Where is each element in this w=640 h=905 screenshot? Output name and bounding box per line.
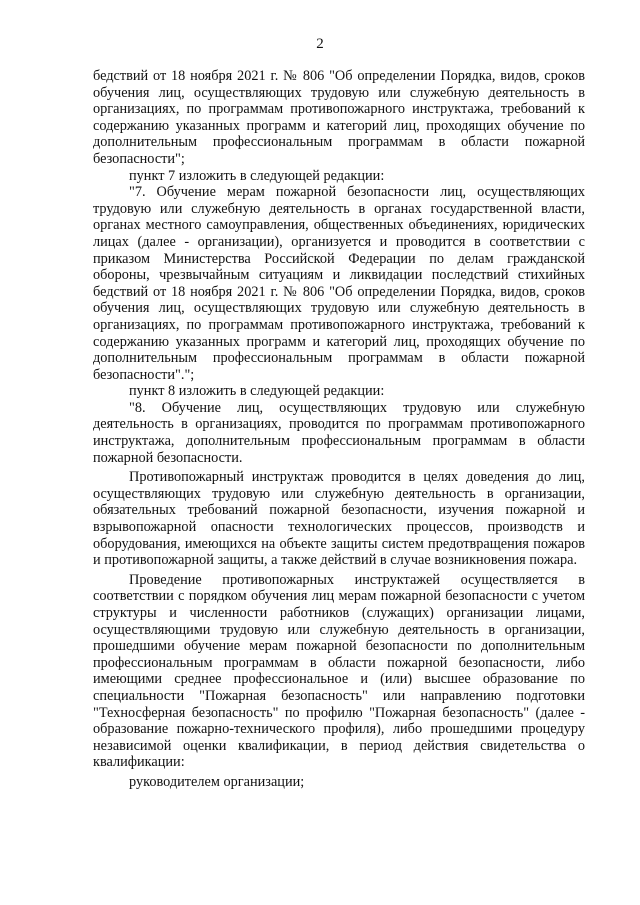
paragraph: бедствий от 18 ноября 2021 г. № 806 "Об определении Порядка, видов, сроков обучения лиц, осуществляющих трудовую или служебную деятельность в организациях, по программам противопожарного инструктажа, требований к содержанию указанных программ и категорий лиц, проходящих обучение по дополнительным профессиональным программам в области пожарной безопасности"; (93, 68, 585, 167)
document-body (93, 68, 585, 791)
page-number: 2 (316, 36, 324, 52)
paragraph: "8. Обучение лиц, осуществляющих трудовую или служебную деятельность в организациях, проводится по программам противопожарного инструктажа, дополнительным профессиональным программам в области пожарной безопасности. (93, 399, 585, 466)
paragraph: "7. Обучение мерам пожарной безопасности лиц, осуществляющих трудовую или служебную деятельность в органах государственной власти, органах местного самоуправления, общественных объединениях, юридических лицах (далее - организации), организуется и проводится в соответствии с приказом Министерства Российской Федерации по делам гражданской обороны, чрезвычайным ситуациям и ликвидации последствий стихийных бедствий от 18 ноября 2021 г. № 806 "Об определении Порядка, видов, сроков обучения лиц, осуществляющих трудовую или служебную деятельность в организациях, по программам противопожарного инструктажа, требований к содержанию указанных программ и категорий лиц, проходящих обучение по дополнительным профессиональным программам в области пожарной безопасности"."; (93, 184, 585, 383)
paragraph: Проведение противопожарных инструктажей осуществляется в соответствии с порядком обучения лиц мерам пожарной безопасности с учетом структуры и численности работников (служащих) организации лицами, осуществляющими трудовую или служебную деятельность в организации, прошедшими обучение мерам пожарной безопасности по дополнительным профессиональным программам в области пожарной безопасности, либо имеющими среднее профессиональное и (или) высшее образование по специальности "Пожарная безопасность" или направлению подготовки "Техносферная безопасность" по профилю "Пожарная безопасность" (далее - образование пожарно-технического профиля), либо прошедшими процедуру независимой оценки квалификации, в период действия свидетельства о квалификации: (93, 571, 585, 771)
paragraph: Противопожарный инструктаж проводится в целях доведения до лиц, осуществляющих трудовую или служебную деятельность в организации, обязательных требований пожарной безопасности, изучения пожарной и взрывопожарной опасности технологических процессов, производств и оборудования, имеющихся на объекте защиты систем предотвращения пожаров и противопожарной защиты, а также действий в случае возникновения пожара. (93, 469, 585, 569)
paragraph: руководителем организации; (129, 773, 305, 790)
paragraph: пункт 8 изложить в следующей редакции: (129, 383, 385, 400)
paragraph: пункт 7 изложить в следующей редакции: (129, 167, 385, 184)
